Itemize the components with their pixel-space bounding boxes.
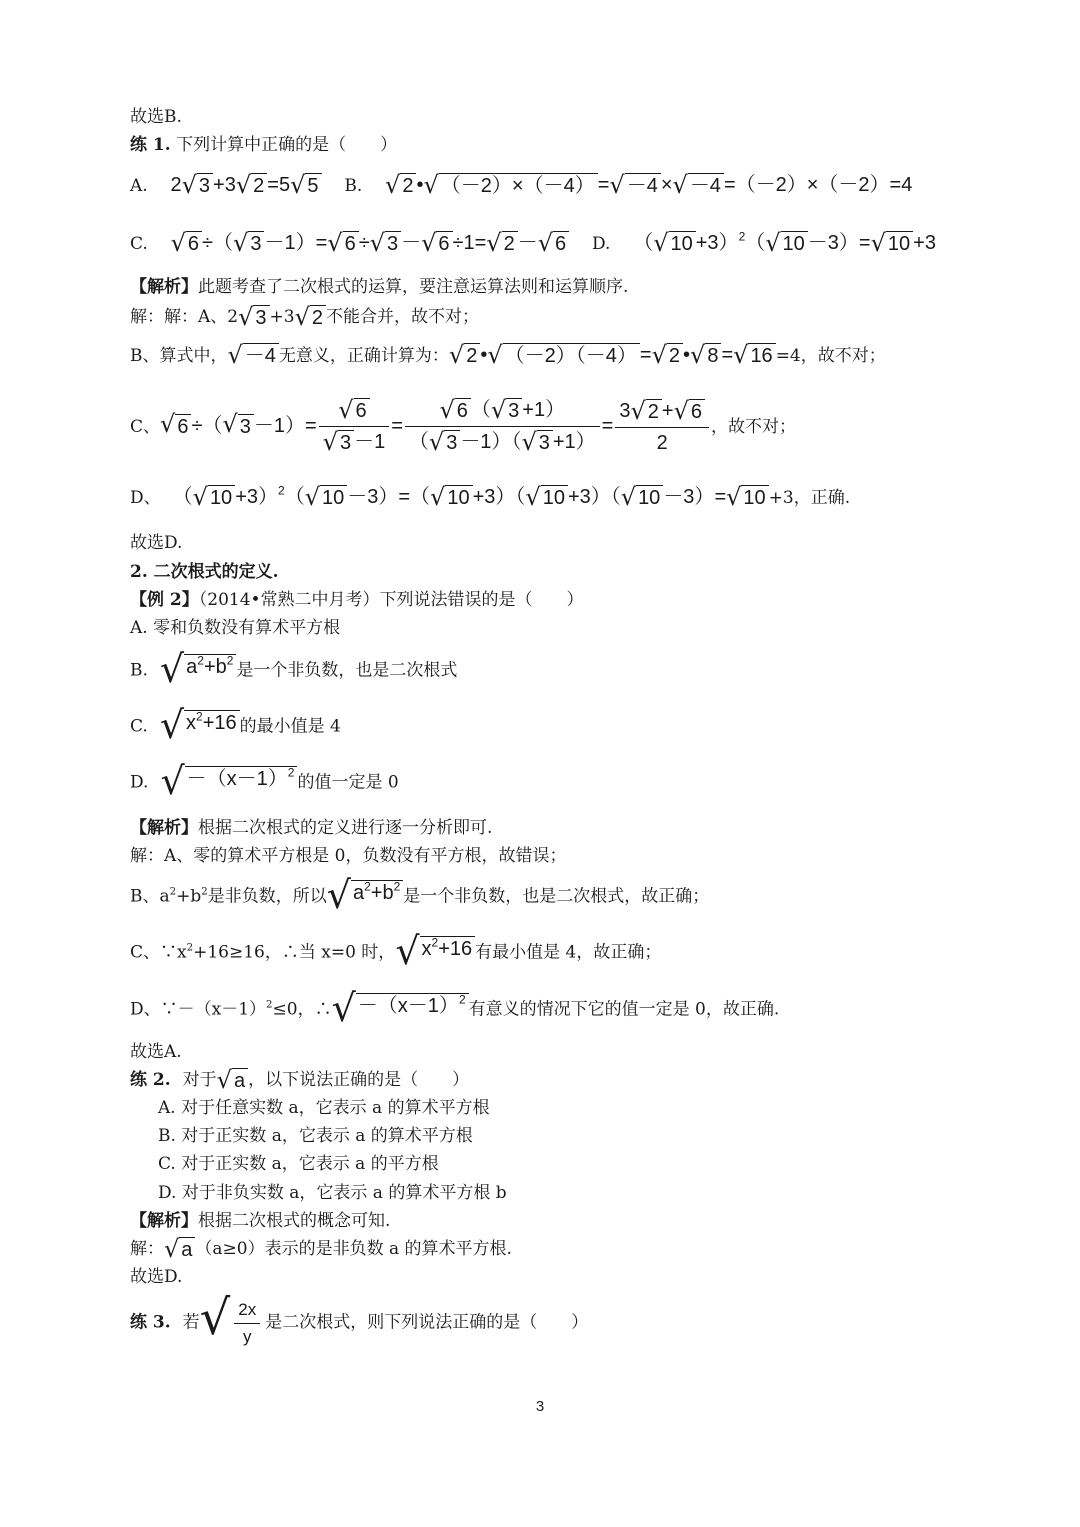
- math-expression: （√ 10 +3）$^2$（√ 10 －3）=√ 10 +3: [633, 228, 936, 257]
- solution-a: 解：A、零的算术平方根是 0，负数没有平方根，故错误；: [130, 846, 567, 866]
- option-c[interactable]: C. √ $x^2+16$ 的最小值是 4: [130, 703, 341, 747]
- section-title: 2. 二次根式的定义.: [130, 562, 279, 582]
- option-c[interactable]: C. 对于正实数 a，它表示 a 的平方根: [158, 1154, 439, 1174]
- example-label: 【例 2】: [130, 590, 199, 610]
- option-label: D.: [591, 234, 611, 254]
- answer-line: 故选D.: [130, 533, 183, 553]
- radical: √ －4: [609, 173, 660, 199]
- analysis-text: 根据二次根式的概念可知.: [198, 1211, 391, 1231]
- answer-line: 故选B.: [130, 107, 182, 127]
- option-d[interactable]: [591, 228, 936, 257]
- analysis-text: 此题考查了二次根式的运算，要注意运算法则和运算顺序.: [198, 277, 629, 297]
- option-d[interactable]: D. 对于非负实数 a，它表示 a 的算术平方根 b: [158, 1183, 507, 1203]
- fraction: $\frac{3√ 2 +√ 6}{2}$: [615, 399, 709, 455]
- answer-line: 故选D.: [130, 1267, 183, 1287]
- option-b[interactable]: B. 对于正实数 a，它表示 a 的算术平方根: [158, 1126, 473, 1146]
- exercise-3-stem: 练 3. 若√ $\frac{2x}{y}$ 是二次根式，则下列说法正确的是（ ）: [130, 1290, 589, 1347]
- solution-b: B、算式中，√ －4 无意义，正确计算为：√ 2 •√ （－2）（－4） =√ 2 •√ 8 =√ 16 =4，故不对；: [130, 340, 886, 369]
- solution-a: 解：解：A、2√ 3 +3√ 2 不能合并，故不对；: [130, 302, 479, 331]
- option-label: B.: [344, 176, 363, 196]
- solution-c: C、√ 6 ÷（√ 3 －1）= $\frac{√ 6}{√ 3 -1}$ = $\frac{√ 6 (√ 3 +1)}{(√ 3 -1)(√ 3 +1)}$ = $\frac{3√ 2 +√ 6}{2}$ ，故不对；: [130, 396, 797, 457]
- answer-line: 故选A.: [130, 1042, 182, 1062]
- radical: √ $\frac{2x}{y}$: [200, 1298, 266, 1348]
- option-a[interactable]: A. 零和负数没有算术平方根: [130, 618, 341, 638]
- solution-c: C、$\because x^2+16\ge 16$，∴当 x=0 时，√ $x^2+16$ 有最小值是 4，故正确；: [130, 929, 662, 973]
- example-2-stem: [130, 587, 584, 613]
- analysis-tag: 【解析】: [130, 277, 198, 297]
- exercise-label: 练 2.: [130, 1070, 171, 1090]
- analysis-tag: 【解析】: [130, 818, 198, 838]
- solution-d: D、 （√ 10 +3）$^2$（√ 10 －3）=（√ 10 +3）（√ 10 +3）（√ 10 －3）=√ 10 +3，正确.: [130, 482, 851, 511]
- radical: √ 2: [385, 173, 416, 199]
- option-a[interactable]: [130, 170, 327, 199]
- option-label: C.: [130, 234, 148, 254]
- solution-d: D、$\because-(x-1)^2\le 0$，∴√ $-(x-1)^2$ 有意义的情况下它的值一定是 0，故正确.: [130, 986, 780, 1030]
- radical: √ 2: [236, 173, 267, 199]
- math-expression: √ 6 ÷（√ 3 －1）=√ 6 ÷√ 3 －√ 6 ÷1=√ 2 －√ 6: [171, 232, 570, 254]
- question-text: 下列计算中正确的是（ ）: [176, 135, 398, 155]
- question-text: （2014•常熟二中月考）下列说法错误的是（ ）: [198, 590, 584, 610]
- option-c[interactable]: [130, 228, 575, 257]
- math-expression: √ 2 •√ （－2）×（－4） =√ －4 ×√ －4 =（－2）×（－2）=4: [385, 170, 913, 199]
- radical: √ －4: [673, 173, 724, 199]
- page-number: 3: [535, 1398, 545, 1415]
- option-a[interactable]: A. 对于任意实数 a，它表示 a 的算术平方根: [158, 1098, 490, 1118]
- exercise-1-options-cd: [130, 230, 936, 257]
- fraction: $\frac{√ 6}{√ 3 -1}$: [319, 398, 390, 455]
- analysis-line: [130, 1208, 390, 1234]
- analysis-text: 根据二次根式的定义进行逐一分析即可.: [198, 818, 493, 838]
- exercise-label: 练 3.: [130, 1312, 171, 1333]
- option-b[interactable]: B. √ $a^2+b^2$ 是一个非负数，也是二次根式: [130, 647, 458, 691]
- fraction: $\frac{√ 6 (√ 3 +1)}{(√ 3 -1)(√ 3 +1)}$: [405, 398, 600, 455]
- exercise-label: 练 1.: [130, 135, 171, 155]
- solution-line: 解：√ a （a≥0）表示的是非负数 a 的算术平方根.: [130, 1234, 512, 1263]
- radical: √ 3: [182, 173, 213, 199]
- option-b[interactable]: [344, 170, 913, 199]
- math-expression: 2√ 3 +3√ 2 =5√ 5: [171, 174, 322, 196]
- solution-b: B、$a^2+b^2$是非负数，所以√ $a^2+b^2$ 是一个非负数，也是二次根式，故正确；: [130, 873, 710, 917]
- exercise-1-stem: [130, 132, 397, 158]
- exercise-2-stem: 练 2. 对于√ a ，以下说法正确的是（ ）: [130, 1065, 470, 1094]
- radical: √ （－2）×（－4）: [423, 173, 597, 199]
- exercise-1-options-ab: [130, 172, 912, 199]
- analysis-line: [130, 274, 628, 300]
- analysis-line: [130, 815, 492, 841]
- option-label: A.: [130, 176, 148, 196]
- radical: √ 5: [290, 173, 321, 199]
- analysis-tag: 【解析】: [130, 1211, 198, 1231]
- option-d[interactable]: D. √ $-(x-1)^2$ 的值一定是 0: [130, 759, 399, 803]
